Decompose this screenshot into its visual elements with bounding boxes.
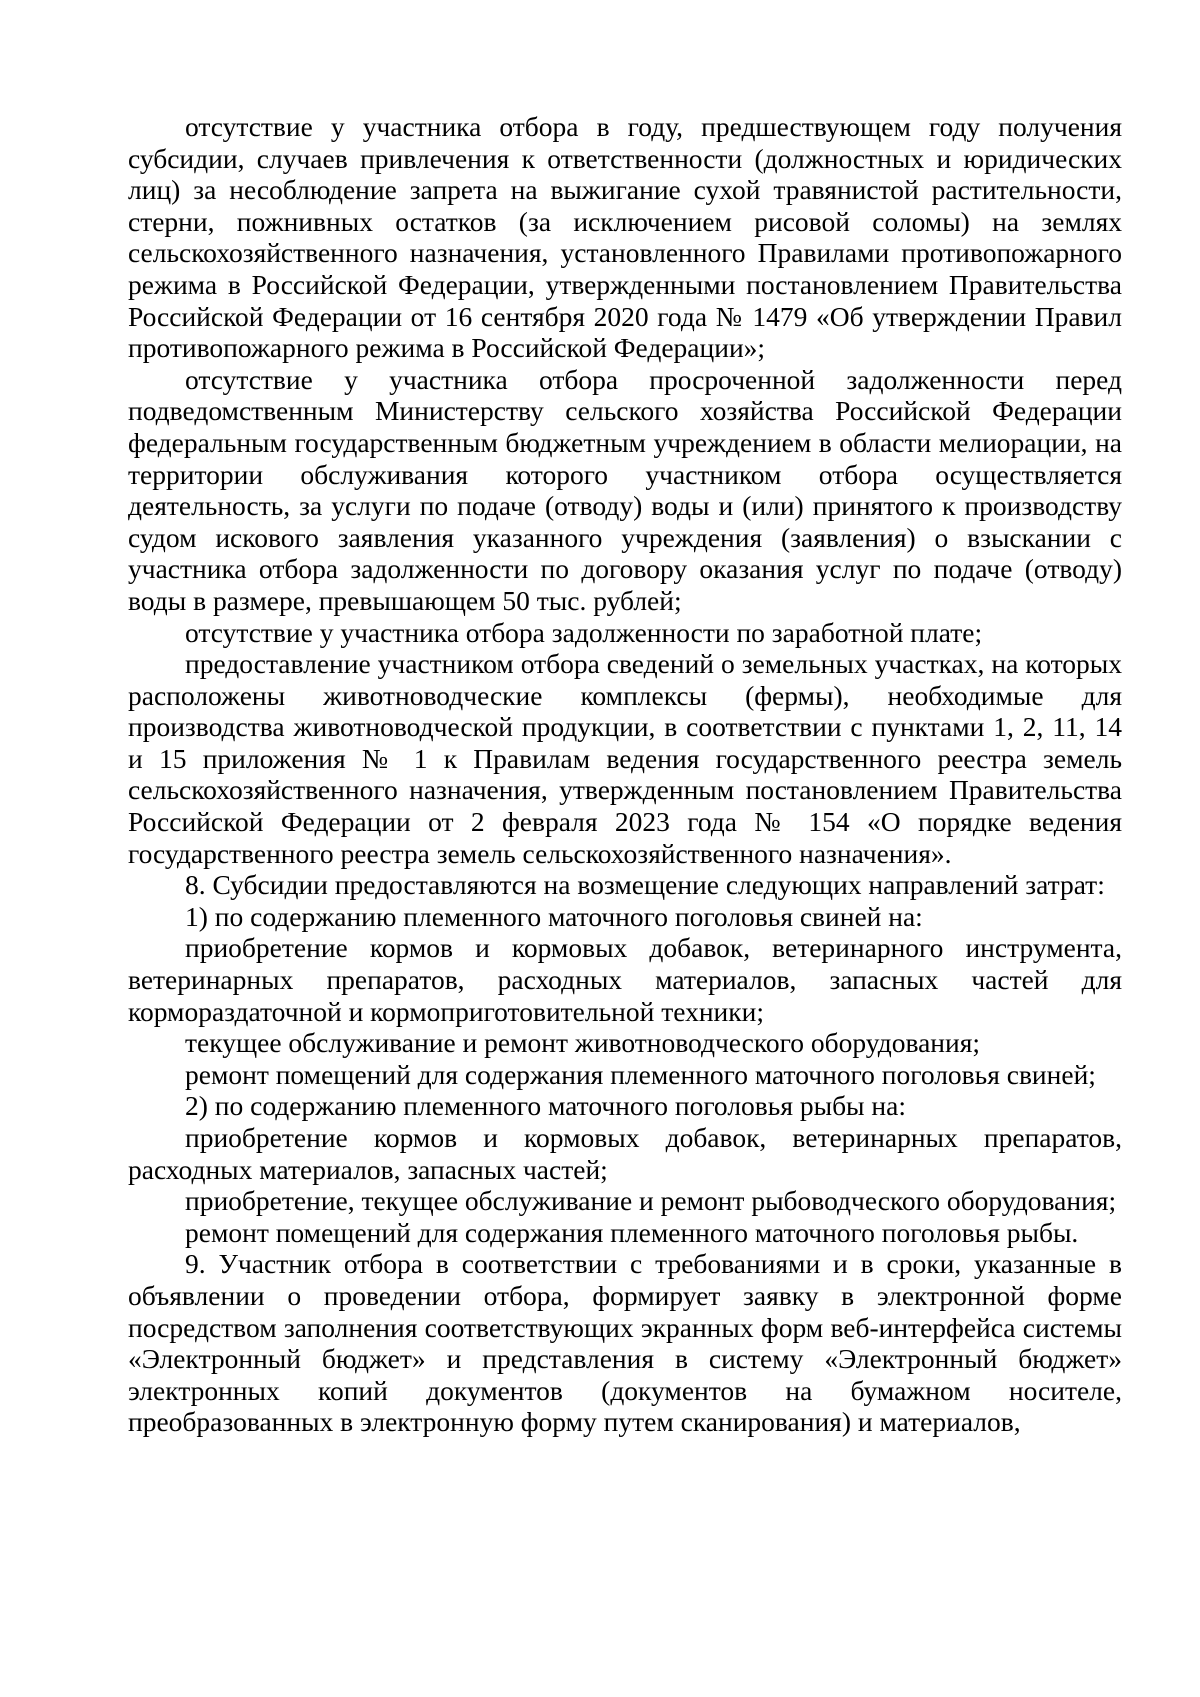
paragraph-item-9: 9. Участник отбора в соответствии с требованиями и в сроки, указанные в объявлении о проведении отбора, формирует заявку в электронной форме посредством заполнения соответствующих экранных форм веб-интерфейса системы «Электронный бюджет» и представления в систему «Электронный бюджет» электронных копий документов (документов на бумажном носителе, преобразованных в электронную форму путем сканирования) и материалов,	[128, 1248, 1122, 1438]
paragraph-land-plot-info: предоставление участником отбора сведений о земельных участках, на которых расположены животноводческие комплексы (фермы), необходимые для производства животноводческой продукции, в соответствии с пунктами 1, 2, 11, 14 и 15 приложения № 1 к Правилам ведения государственного реестра земель сельскохозяйственного назначения, утвержденным постановлением Правительства Российской Федерации от 2 февраля 2023 года № 154 «О порядке ведения государственного реестра земель сельскохозяйственного назначения».	[128, 648, 1122, 869]
paragraph-pig-equipment-service: текущее обслуживание и ремонт животноводческого оборудования;	[185, 1027, 981, 1059]
paragraph-no-melioration-debt: отсутствие у участника отбора просроченной задолженности перед подведомственным Министерству сельского хозяйства Российской Федерации федеральным государственным бюджетным учреждением в области мелиорации, на территории обслуживания которого участником отбора осуществляется деятельность, за услуги по подаче (отводу) воды и (или) принятого к производству судом искового заявления указанного учреждения (заявления) о взыскании с участника отбора задолженности по договору оказания услуг по подаче (отводу) воды в размере, превышающем 50 тыс. рублей;	[128, 363, 1122, 616]
paragraph-fish-feed-purchase: приобретение кормов и кормовых добавок, ветеринарных препаратов, расходных материалов, запасных частей;	[128, 1122, 1122, 1185]
paragraph-fish-premises-repair: ремонт помещений для содержания племенного маточного поголовья рыбы.	[185, 1216, 1079, 1248]
paragraph-subitem-1: 1) по содержанию племенного маточного поголовья свиней на:	[185, 900, 923, 932]
paragraph-no-fire-violations: отсутствие у участника отбора в году, предшествующем году получения субсидии, случаев привлечения к ответственности (должностных и юридических лиц) за несоблюдение запрета на выжигание сухой травянистой растительности, стерни, пожнивных остатков (за исключением рисовой соломы) на землях сельскохозяйственного назначения, установленного Правилами противопожарного режима в Российской Федерации, утвержденными постановлением Правительства Российской Федерации от 16 сентября 2020 года № 1479 «Об утверждении Правил противопожарного режима в Российской Федерации»;	[128, 111, 1122, 364]
paragraph-pig-feed-purchase: приобретение кормов и кормовых добавок, ветеринарного инструмента, ветеринарных препаратов, расходных материалов, запасных частей для кормораздаточной и кормоприготовительной техники;	[128, 932, 1122, 1027]
paragraph-no-salary-debt: отсутствие у участника отбора задолженности по заработной плате;	[185, 616, 983, 648]
paragraph-pig-premises-repair: ремонт помещений для содержания племенного маточного поголовья свиней;	[185, 1058, 1096, 1090]
document-text	[128, 111, 1122, 1438]
paragraph-item-8: 8. Субсидии предоставляются на возмещение следующих направлений затрат:	[185, 869, 1105, 901]
paragraph-subitem-2: 2) по содержанию племенного маточного поголовья рыбы на:	[185, 1090, 906, 1122]
paragraph-fish-equipment: приобретение, текущее обслуживание и ремонт рыбоводческого оборудования;	[185, 1185, 1117, 1217]
